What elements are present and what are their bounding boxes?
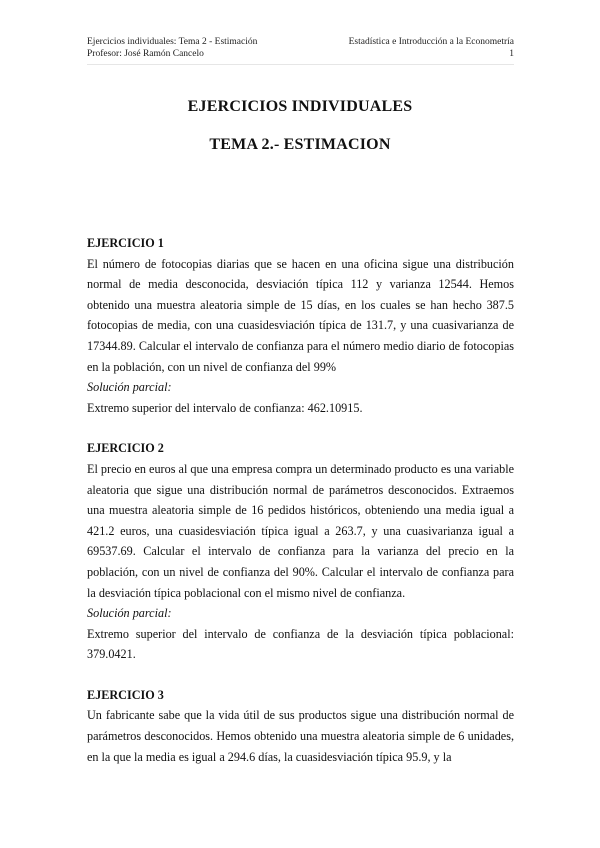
exercise-1 xyxy=(87,233,514,418)
exercise-list xyxy=(87,233,514,787)
solution-label: Solución parcial: xyxy=(87,606,172,621)
running-header xyxy=(87,36,514,60)
exercise-3 xyxy=(87,685,514,767)
solution-label: Solución parcial: xyxy=(87,380,172,395)
solution-text: Extremo superior del intervalo de confianza: 462.10915. xyxy=(87,400,363,415)
page-number: 1 xyxy=(509,49,514,59)
exercise-statement: El precio en euros al que una empresa compra un determinado producto es una variable aleatoria que sigue una distribución normal de parámetros desconocidos. Extraemos una muestra aleatoria simple de 16 pedidos históricos, obteniendo una media igual a 421.2 euros, una cuasidesviación típica igual a 263.7, y una cuasivarianza igual a 69537.69. Calcular el intervalo de confianza para la varianza del precio en la población, con un nivel de confianza del 90%. Calcular el intervalo de confianza para la desviación típica poblacional con el mismo nivel de confianza. xyxy=(87,461,514,600)
solution-text: Extremo superior del intervalo de confianza de la desviación típica poblacional: 379.0421. xyxy=(87,626,514,662)
exercise-heading: EJERCICIO 2 xyxy=(87,441,164,456)
header-document-title: Ejercicios individuales: Tema 2 - Estimación xyxy=(87,37,258,47)
page-title: EJERCICIOS INDIVIDUALES xyxy=(187,98,413,115)
exercise-statement: Un fabricante sabe que la vida útil de sus productos sigue una distribución normal de parámetros desconocidos. Hemos obtenido una muestra aleatoria simple de 6 unidades, en la que la media es igual a 294.6 días, la cuasidesviación típica 95.9, y la xyxy=(87,708,514,764)
exercise-2 xyxy=(87,438,514,665)
running-header-row-1 xyxy=(87,36,514,48)
running-header-row-2 xyxy=(87,48,514,60)
page-subtitle: TEMA 2.- ESTIMACION xyxy=(209,136,391,153)
exercise-heading: EJERCICIO 1 xyxy=(87,236,164,250)
exercise-heading: EJERCICIO 3 xyxy=(87,687,164,702)
exercise-statement: El número de fotocopias diarias que se hacen en una oficina sigue una distribución normal de media desconocida, desviación típica 112 y varianza 12544. Hemos obtenido una muestra aleatoria simple de 15 días, en los cuales se han hecho 387.5 fotocopias de media, con una cuasidesviación típica de 131.7, y una cuasivarianza de 17344.89. Calcular el intervalo de confianza para el número medio diario de fotocopias en la población, con un nivel de confianza del 99% xyxy=(87,256,514,374)
header-professor: Profesor: José Ramón Cancelo xyxy=(87,49,204,59)
header-course-name: Estadística e Introducción a la Econometría xyxy=(348,37,514,47)
header-divider xyxy=(87,64,514,65)
